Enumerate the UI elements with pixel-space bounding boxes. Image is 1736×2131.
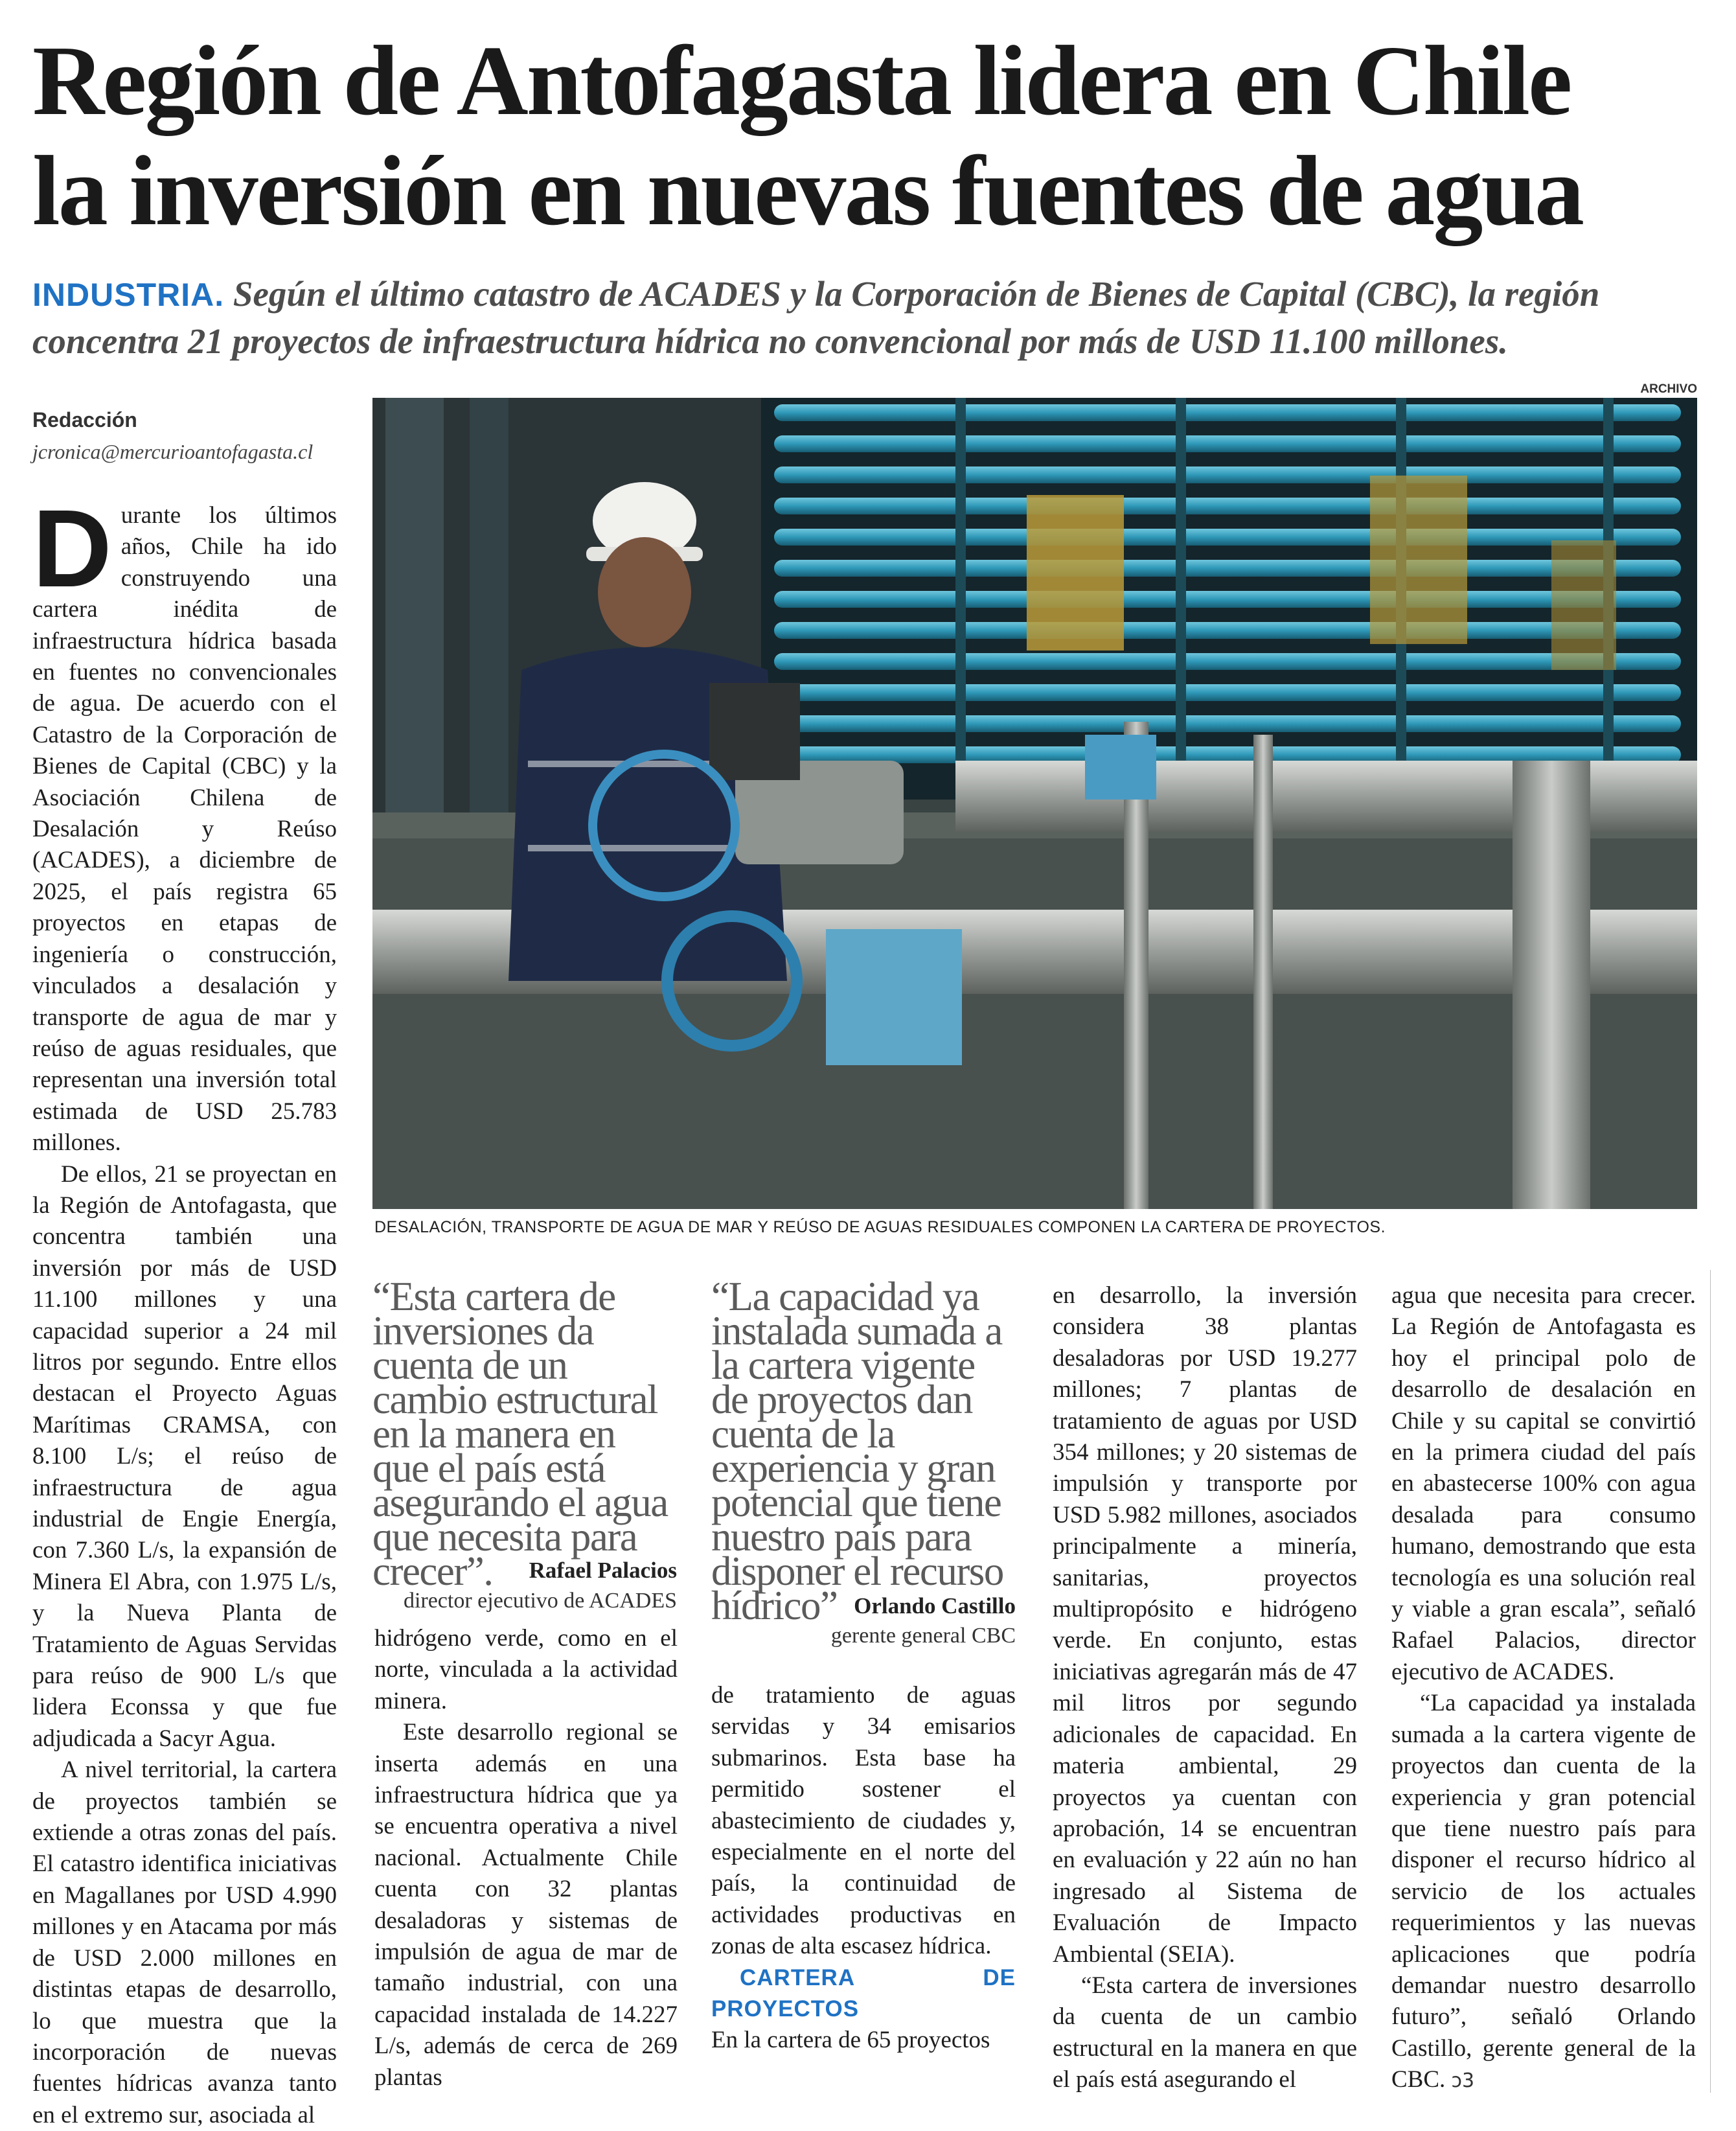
- pull-quote-2-role: gerente general CBC: [830, 1624, 1016, 1648]
- column-2-paragraph-2: Este desarrollo regional se inserta además en una infraestructura hídrica que ya se encuentra operativa a nivel nacional. Actualmente Chile cuenta con 32 plantas desaladoras y sistemas de impulsión de agua de mar de tamaño industrial, con una capacidad instalada de 14.227 L/s, además de cerca de 269 plantas: [374, 1719, 678, 2091]
- subhead-cartera: CARTERA DE PROYECTOS: [711, 1964, 1016, 2022]
- deck: [32, 271, 1717, 365]
- column-1-paragraph-2: De ellos, 21 se proyectan en la Región de Antofagasta, que concentra también una inversión por más de USD 11.100 millones y una capacidad superior a 24 mil litros por segundo. Entre ellos destacan el Proyecto Aguas Marítimas CRAMSA, con 8.100 L/s; el reúso de infraestructura de agua industrial de Engie Energía, con 7.360 L/s, la expansión de Minera El Abra, con 1.975 L/s, y la Nueva Planta de Tratamiento de Aguas Servidas para reúso de 900 L/s que lidera Econssa y que fue adjudicada a Sacyr Agua.: [32, 1160, 337, 1752]
- column-rule: [1710, 1270, 1711, 2093]
- byline-name: Redacción: [32, 408, 137, 432]
- column-3-paragraph-2: En la cartera de 65 proyectos: [711, 2027, 990, 2054]
- column-3: [711, 1680, 1016, 2091]
- pull-quote-2: “La capacidad ya instalada sumada a la cartera vigente de proyectos dan cuenta de la experiencia y gran potencial que tiene nuestro país para disponer el recurso hídrico”: [711, 1274, 1003, 1628]
- column-5-paragraph-1: agua que necesita para crecer. La Región de Antofagasta es hoy el principal polo de desarrollo de desalación en Chile y su capital se convirtió en la primera ciudad del país en abastecerse 100% con agua desalada para consumo humano, demostrando que esta tecnología es una solución real y viable a gran escala”, señaló Rafael Palacios, director ejecutivo de ACADES.: [1391, 1282, 1696, 1685]
- byline-email[interactable]: jcronica@mercurioantofagasta.cl: [32, 440, 314, 463]
- column-4-paragraph-2: “Esta cartera de inversiones da cuenta de un cambio estructural en la manera en que el país está asegurando el: [1053, 1972, 1357, 2093]
- headline-line-2: la inversión en nuevas fuentes de agua: [32, 136, 1583, 246]
- column-2: [374, 1623, 678, 2090]
- pull-quote-1-role: director ejecutivo de ACADES: [403, 1589, 677, 1613]
- photo: [372, 398, 1697, 1209]
- photo-caption: DESALACIÓN, TRANSPORTE DE AGUA DE MAR Y REÚSO DE AGUAS RESIDUALES COMPONEN LA CARTERA DE PROYECTOS.: [374, 1218, 1386, 1236]
- column-2-paragraph-1: hidrógeno verde, como en el norte, vinculada a la actividad minera.: [374, 1625, 678, 1714]
- column-3-paragraph-1: de tratamiento de aguas servidas y 34 emisarios submarinos. Esta base ha permitido sostener el abastecimiento de ciudades y, especialmente en el norte del país, la continuidad de actividades productivas en zonas de alta escasez hídrica.: [711, 1682, 1016, 1960]
- dropcap: D: [32, 487, 112, 610]
- column-4: [1053, 1280, 1357, 2093]
- pull-quote-2-name: Orlando Castillo: [854, 1593, 1016, 1618]
- headline-line-1: Región de Antofagasta lidera en Chile: [32, 26, 1571, 136]
- pull-quote-1-name: Rafael Palacios: [529, 1558, 677, 1583]
- column-1-paragraph-1: [32, 487, 337, 1159]
- end-mark-icon: ↄ3: [1451, 2069, 1475, 2093]
- column-1-paragraph-1-text: urante los últimos años, Chile ha ido construyendo una cartera inédita de infraestructura hídrica basada en fuentes no convencionales de agua. De acuerdo con el Catastro de la Corporación de Bienes de Capital (CBC) y la Asociación Chilena de Desalación y Reúso (ACADES), a diciembre de 2025, el país registra 65 proyectos en etapas de ingeniería o construcción, vinculados a desalación y transporte de agua de mar y reúso de aguas residuales, que representan una inversión total estimada de USD 25.783 millones.: [32, 502, 337, 1157]
- byline: [32, 408, 356, 464]
- column-4-paragraph-1: en desarrollo, la inversión considera 38 plantas desaladoras por USD 19.277 millones; 7 plantas de tratamiento de aguas por USD 354 millones; y 20 sistemas de impulsión y transporte por USD 5.982 millones, asociados principalmente a minería, sanitarias, proyectos multipropósito e hidrógeno verde. En conjunto, estas iniciativas agregarán más de 47 mil litros por segundo adicionales de capacidad. En materia ambiental, 29 proyectos ya cuentan con aprobación, 14 se encuentran en evaluación y 22 aún no han ingresado al Sistema de Evaluación de Impacto Ambiental (SEIA).: [1053, 1282, 1357, 1968]
- column-5: [1391, 1280, 1696, 2093]
- column-5-paragraph-2-text: “La capacidad ya instalada sumada a la cartera vigente de proyectos dan cuenta de la experiencia y gran potencial que tiene nuestro país para disponer el recurso hídrico al servicio de los actuales requerimientos y las nuevas aplicaciones que podría demandar nuestro desarrollo futuro”, señaló Orlando Castillo, gerente general de la CBC.: [1391, 1690, 1696, 2093]
- photo-credit: ARCHIVO: [1640, 382, 1697, 396]
- headline: [32, 26, 1717, 246]
- deck-kicker: INDUSTRIA.: [32, 277, 225, 313]
- column-1-paragraph-3: A nivel territorial, la cartera de proyectos también se extiende a otras zonas del país. El catastro identifica iniciativas en Magallanes por USD 4.990 millones y en Atacama por más de USD 2.000 millones en distintas etapas de desarrollo, lo que muestra que la incorporación de nuevas fuentes hídricas avanza tanto en el extremo sur, asociada al: [32, 1757, 337, 2128]
- pull-quote-1: “Esta cartera de inversiones da cuenta de un cambio estructural en la manera en que el país está asegurando el agua que necesita para crecer”.: [372, 1274, 668, 1594]
- column-1: [32, 487, 337, 2128]
- photo-illustration: [372, 398, 1697, 1209]
- column-5-paragraph-2: [1391, 1688, 1696, 2097]
- deck-text: Según el último catastro de ACADES y la Corporación de Bienes de Capital (CBC), la región concentra 21 proyectos de infraestructura hídrica no convencional por más de USD 11.100 millones.: [32, 274, 1600, 361]
